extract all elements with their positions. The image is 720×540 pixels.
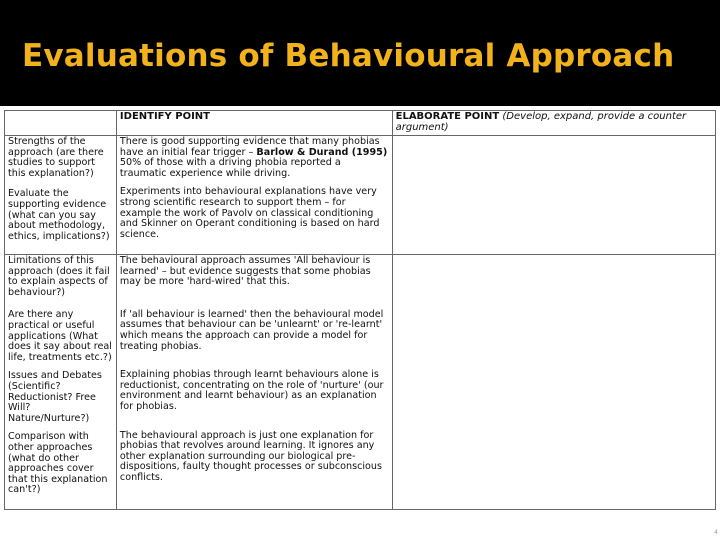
strengths-identify-post: 50% of those with a driving phobia reported a traumatic experience while driving. bbox=[119, 157, 341, 179]
row-label-limitations bbox=[5, 255, 117, 510]
slide-title: Evaluations of Behavioural Approach bbox=[22, 38, 675, 74]
applications-identify: If 'all behaviour is learned' then the behavioural model assumes that behaviour can be 'unlearnt' or 're-learnt' which means the approach can provide a model for treating phobias. bbox=[119, 308, 384, 352]
header-elaborate-point bbox=[392, 111, 715, 136]
header-identify-point: IDENTIFY POINT bbox=[116, 111, 392, 136]
header-col1 bbox=[5, 111, 117, 136]
strengths-identify-text: There is good supporting evidence that many phobias have an initial fear trigger – bbox=[119, 136, 380, 158]
issues-identify: Explaining phobias through learnt behaviours alone is reductionist, concentrating on the role of 'nurture' (our environment and learnt behaviour) as an explanation for phobias. bbox=[119, 369, 384, 412]
applications-label: Are there any practical or useful applications (What does it say about real life, treatments etc.?) bbox=[8, 309, 112, 363]
limitations-label: Limitations of this approach (does it fail to explain aspects of behaviour?) bbox=[8, 255, 110, 298]
strengths-citation: Barlow & Durand (1995) bbox=[256, 146, 388, 158]
comparison-label: Comparison with other approaches (what do other approaches cover that this explanation can't?) bbox=[8, 431, 108, 496]
comparison-identify: The behavioural approach is just one explanation for phobias that revolves around learning. It ignores any other explanation surrounding our biological pre-dispositions, faulty thought processes or subconscious conflicts. bbox=[119, 429, 382, 483]
header-elaborate-bold: ELABORATE POINT bbox=[395, 111, 500, 122]
table-row-strengths bbox=[5, 136, 716, 255]
evaluate-identify: Experiments into behavioural explanations have very strong scientific research to support them – for example the work of Pavolv on classical conditioning and Skinner on Operant conditioning is based on hard science. bbox=[119, 186, 380, 240]
row-label-strengths bbox=[5, 136, 117, 255]
strengths-identify bbox=[120, 137, 389, 179]
table-row-limitations bbox=[5, 255, 716, 510]
header-elaborate-italic: (Develop, expand, provide a counter argument) bbox=[395, 111, 687, 133]
identify-cell-limitations bbox=[116, 255, 392, 510]
issues-label: Issues and Debates (Scientific? Reductionist? Free Will? Nature/Nurture?) bbox=[8, 370, 102, 424]
identify-cell-strengths bbox=[116, 136, 392, 255]
table-header-row bbox=[5, 111, 716, 136]
title-bar bbox=[0, 0, 720, 106]
page-number: 4 bbox=[714, 529, 718, 536]
worksheet bbox=[0, 106, 720, 540]
limitations-identify: The behavioural approach assumes 'All behaviour is learned' – but evidence suggests that some phobias may be more 'hard-wired' that this. bbox=[119, 255, 371, 288]
elaborate-cell-limitations[interactable] bbox=[392, 255, 715, 510]
strengths-label: Strengths of the approach (are there studies to support this explanation?) bbox=[8, 136, 104, 179]
evaluate-label: Evaluate the supporting evidence (what can you say about methodology, ethics, implications?) bbox=[8, 188, 110, 242]
elaborate-cell-strengths[interactable] bbox=[392, 136, 715, 255]
evaluation-table bbox=[4, 110, 716, 510]
